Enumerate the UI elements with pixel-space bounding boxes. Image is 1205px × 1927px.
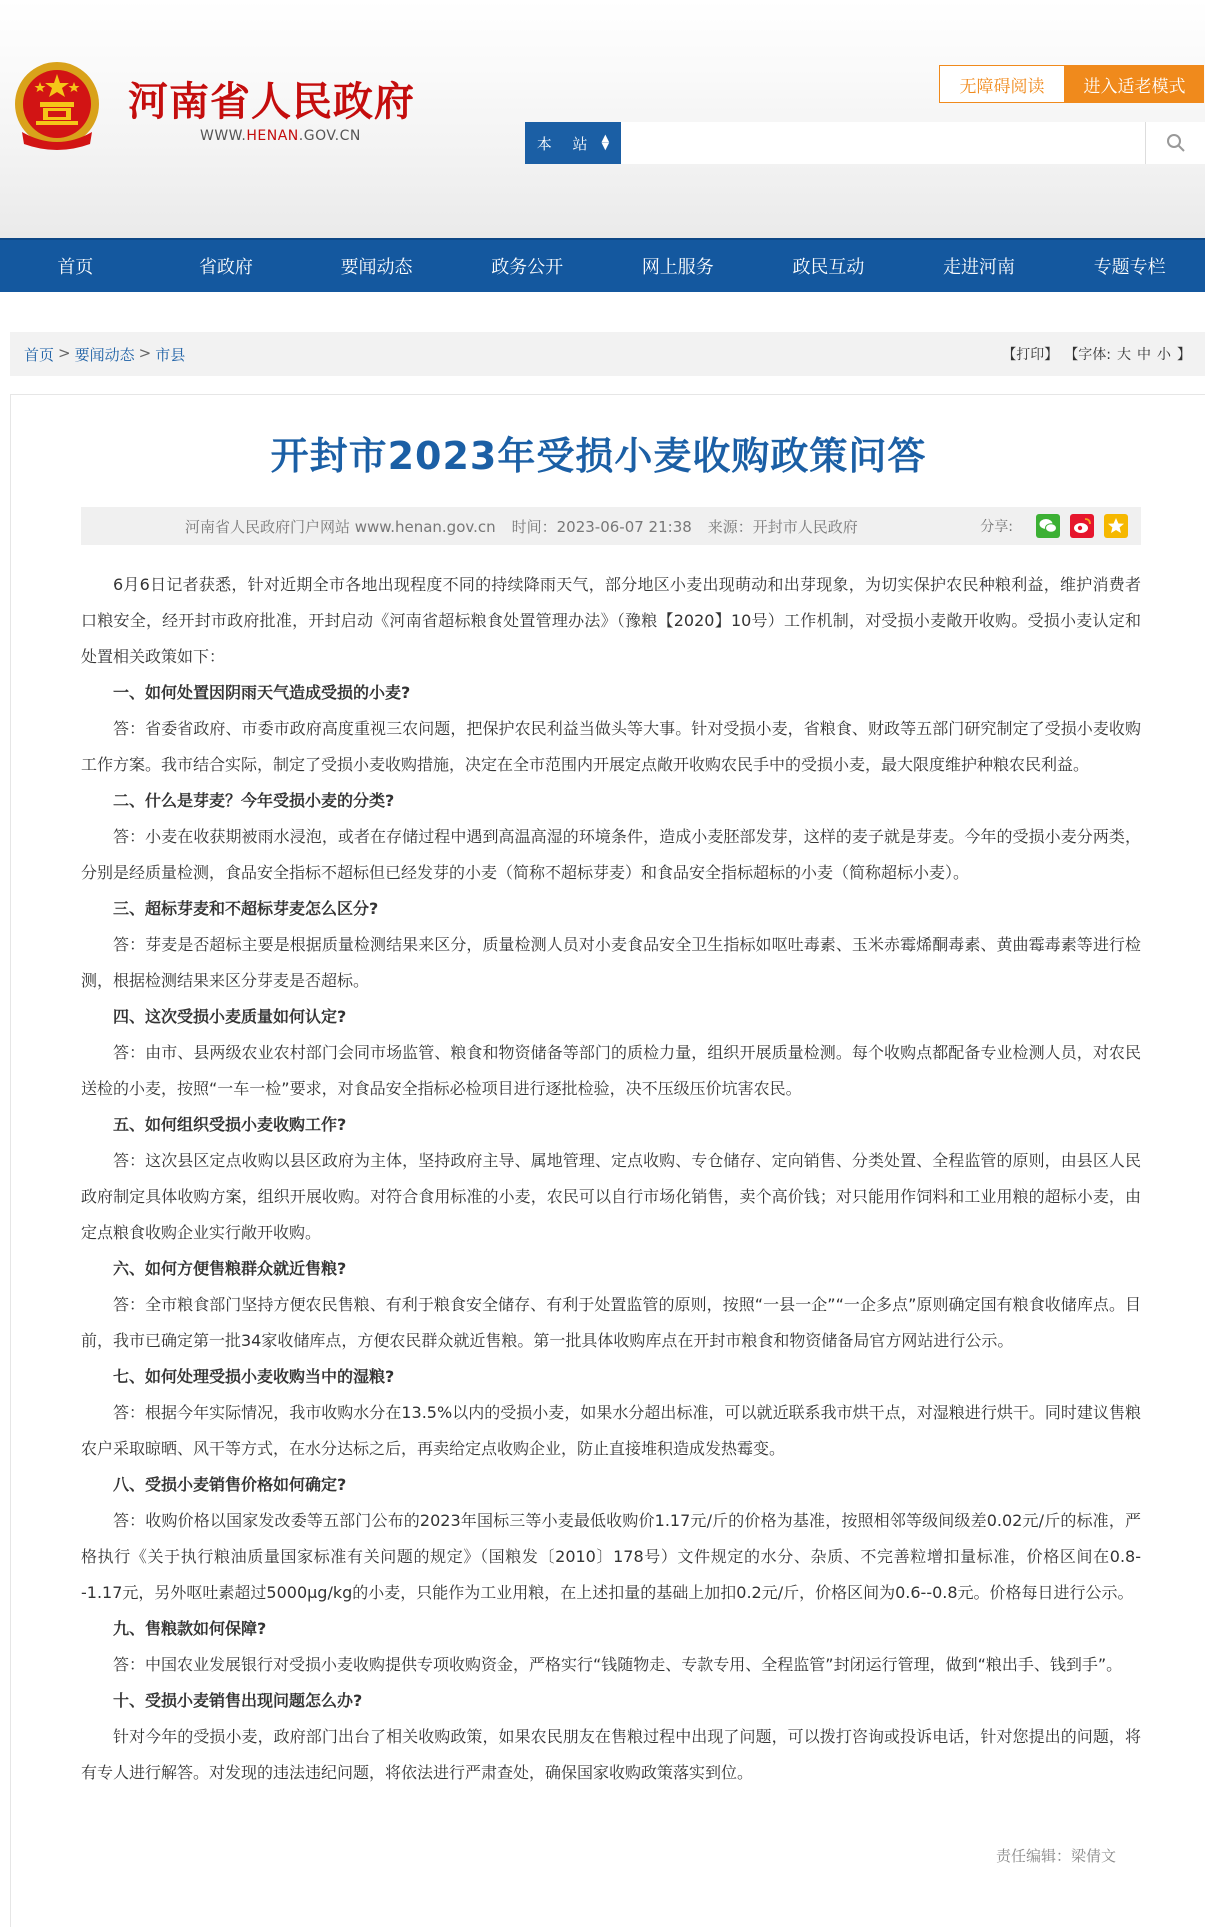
share-label: 分享: [980, 519, 1013, 535]
article-question: 三、超标芽麦和不超标芽麦怎么区分? [113, 899, 379, 918]
site-url-domain: HENAN [246, 128, 299, 144]
article-paragraph: 答：小麦在收获期被雨水浸泡，或者在存储过程中遇到高温高湿的环境条件，造成小麦胚部发芽，这样的麦子就是芽麦。今年的受损小麦分两类，分别是经质量检测，食品安全指标不超标但已经发芽的小麦（简称不超标芽麦）和食品安全指标超标的小麦（简称超标小麦）。 [81, 827, 1141, 882]
nav-item-provincial-gov[interactable]: 省政府 [198, 257, 253, 278]
breadcrumb-city-county[interactable]: 市县 [155, 345, 186, 364]
search-bar [525, 122, 1205, 164]
main-nav [0, 238, 1205, 292]
site-header [0, 0, 1205, 238]
article-tools [1002, 344, 1191, 364]
article-question: 六、如何方便售粮群众就近售粮? [113, 1259, 347, 1278]
article-question: 五、如何组织受损小麦收购工作? [113, 1115, 347, 1134]
breadcrumb-home[interactable]: 首页 [24, 345, 55, 364]
article-paragraph: 答：省委省政府、市委市政府高度重视三农问题，把保护农民利益当做头等大事。针对受损小麦，省粮食、财政等五部门研究制定了受损小麦收购工作方案。我市结合实际，制定了受损小麦收购措施，决定在全市范围内开展定点敞开收购农民手中的受损小麦，最大限度维护种粮农民利益。 [81, 719, 1141, 774]
breadcrumb-separator: > [58, 343, 71, 362]
nav-item-online-services[interactable]: 网上服务 [641, 257, 714, 278]
article-paragraph: 答：收购价格以国家发改委等五部门公布的2023年国标三等小麦最低收购价1.17元/斤的价格为基准，按照相邻等级间级差0.02元/斤的标准，严格执行《关于执行粮油质量国家标准有关问题的规定》（国粮发〔2010〕178号）文件规定的水分、杂质、不完善粒增扣量标准，价格区间在0.8--1.17元，另外呕吐素超过5000μg/kg的小麦，只能作为工业用粮，在上述扣量的基础上加扣0.2元/斤，价格区间为0.6--0.8元。价格每日进行公示。 [81, 1511, 1141, 1602]
star-icon[interactable] [1103, 513, 1129, 539]
article-question: 一、如何处置因阴雨天气造成受损的小麦? [113, 683, 411, 702]
article-card [10, 394, 1205, 1927]
font-size-label: 【字体: [1064, 347, 1111, 363]
breadcrumb-separator: > [138, 343, 152, 362]
article-time: 时间：2023-06-07 21:38 [511, 517, 692, 536]
national-emblem-icon[interactable] [12, 52, 102, 152]
weibo-icon[interactable] [1069, 513, 1095, 539]
wechat-icon[interactable] [1035, 513, 1061, 539]
article-paragraph: 答：全市粮食部门坚持方便农民售粮、有利于粮食安全储存、有利于处置监管的原则，按照“一县一企”“一企多点”原则确定国有粮食收储库点。目前，我市已确定第一批34家收储库点，方便农民群众就近售粮。第一批具体收购库点在开封市粮食和物资储备局官方网站进行公示。 [81, 1295, 1141, 1350]
accessibility-button[interactable]: 无障碍阅读 [939, 65, 1065, 103]
article-paragraph: 6月6日记者获悉，针对近期全市各地出现程度不同的持续降雨天气，部分地区小麦出现萌动和出芽现象，为切实保护农民种粮利益，维护消费者口粮安全，经开封市政府批准，开封启动《河南省超标粮食处置管理办法》（豫粮【2020】10号）工作机制，对受损小麦敞开收购。受损小麦认定和处置相关政策如下： [81, 575, 1141, 666]
article-paragraph: 答：由市、县两级农业农村部门会同市场监管、粮食和物资储备等部门的质检力量，组织开展质量检测。每个收购点都配备专业检测人员，对农民送检的小麦，按照“一车一检”要求，对食品安全指标必检项目进行逐批检验，决不压级压价坑害农民。 [81, 1043, 1141, 1098]
article-meta [81, 507, 1141, 545]
article-question: 十、受损小麦销售出现问题怎么办? [113, 1691, 363, 1710]
article-question: 八、受损小麦销售价格如何确定? [113, 1475, 347, 1494]
site-url-prefix: WWW. [200, 128, 247, 144]
article-paragraph: 答：中国农业发展银行对受损小麦收购提供专项收购资金，严格实行“钱随物走、专款专用、全程监管”封闭运行管理，做到“粮出手、钱到手”。 [113, 1655, 1123, 1674]
article-source: 来源：开封市人民政府 [707, 517, 858, 536]
share-bar [980, 513, 1129, 539]
nav-item-news[interactable]: 要闻动态 [340, 257, 413, 278]
article-question: 四、这次受损小麦质量如何认定? [113, 1007, 347, 1026]
article-paragraph: 答：根据今年实际情况，我市收购水分在13.5%以内的受损小麦，如果水分超出标准，可以就近联系我市烘干点，对湿粮进行烘干。同时建议售粮农户采取晾晒、风干等方式，在水分达标之后，再卖给定点收购企业，防止直接堆积造成发热霉变。 [81, 1403, 1141, 1458]
search-icon [1166, 133, 1186, 153]
article-paragraph: 答：这次县区定点收购以县区政府为主体，坚持政府主导、属地管理、定点收购、专仓储存、定向销售、分类处置、全程监管的原则，由县区人民政府制定具体收购方案，组织开展收购。对符合食用标准的小麦，农民可以自行市场化销售，卖个高价钱；对只能用作饲料和工业用粮的超标小麦，由定点粮食收购企业实行敞开收购。 [81, 1151, 1141, 1242]
nav-item-special-topics[interactable]: 专题专栏 [1093, 257, 1166, 278]
site-url [200, 128, 361, 144]
article-title: 开封市2023年受损小麦收购政策问答 [270, 434, 927, 478]
font-medium-button[interactable]: 中 [1137, 347, 1151, 363]
breadcrumb-bar [10, 332, 1205, 376]
print-button[interactable]: 【打印】 [1002, 347, 1059, 363]
nav-item-gov-affairs[interactable]: 政务公开 [491, 257, 564, 278]
updown-arrow-icon: ▲ ▼ [601, 133, 610, 152]
site-url-suffix: .GOV.CN [298, 128, 361, 144]
site-title[interactable]: 河南省人民政府 [128, 78, 415, 125]
font-size-close: 】 [1177, 347, 1191, 363]
search-button[interactable] [1145, 122, 1205, 164]
breadcrumb-news[interactable]: 要闻动态 [74, 345, 135, 364]
nav-item-interaction[interactable]: 政民互动 [792, 257, 865, 278]
article-question: 七、如何处理受损小麦收购当中的湿粮? [113, 1367, 395, 1386]
article-question: 二、什么是芽麦？今年受损小麦的分类? [113, 791, 395, 810]
article-paragraph: 针对今年的受损小麦，政府部门出台了相关收购政策，如果农民朋友在售粮过程中出现了问题，可以拨打咨询或投诉电话，针对您提出的问题，将有专人进行解答。对发现的违法违纪问题，将依法进行严肃查处，确保国家收购政策落实到位。 [81, 1727, 1141, 1782]
mode-buttons [939, 65, 1204, 103]
article-question: 九、售粮款如何保障? [113, 1619, 267, 1638]
article-site: 河南省人民政府门户网站 www.henan.gov.cn [185, 517, 496, 536]
font-small-button[interactable]: 小 [1157, 347, 1171, 363]
search-scope-select[interactable] [525, 122, 621, 164]
nav-item-home[interactable]: 首页 [57, 257, 94, 278]
elder-mode-button[interactable]: 进入适老模式 [1065, 65, 1204, 103]
article-paragraph: 答：芽麦是否超标主要是根据质量检测结果来区分，质量检测人员对小麦食品安全卫生指标如呕吐毒素、玉米赤霉烯酮毒素、黄曲霉毒素等进行检测，根据检测结果来区分芽麦是否超标。 [81, 935, 1141, 990]
font-large-button[interactable]: 大 [1117, 347, 1131, 363]
article-meta-info [185, 516, 858, 537]
search-scope-label: 本 站 [536, 134, 596, 153]
breadcrumb [24, 344, 185, 365]
article-editor: 责任编辑：梁倩文 [996, 1847, 1117, 1865]
nav-item-about-henan[interactable]: 走进河南 [943, 257, 1016, 278]
search-input[interactable] [621, 122, 1145, 164]
article-body [81, 567, 1141, 1791]
